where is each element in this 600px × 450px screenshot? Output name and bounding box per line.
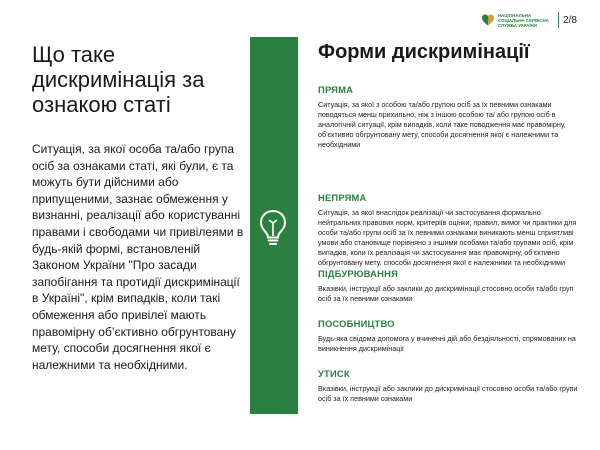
- page-title: Що таке дискримінація за ознакою статі: [32, 42, 205, 117]
- form-name: НЕПРЯМА: [318, 192, 367, 203]
- page-number: 2/8: [563, 14, 577, 26]
- lightbulb-icon: [258, 209, 288, 247]
- logo-text: НАЦІОНАЛЬНА СОЦІАЛЬНА СЕРВІСНА СЛУЖБА УКРАЇНИ: [498, 12, 549, 28]
- form-description: Ситуація, за якої з особою та/або групою осіб за їх певними ознаками поводяться менш прихильно, ніж з іншою особою та/ або групою осіб в аналогічній ситуації, крім випадків, коли таке поводження має правомірну, об'єктивно обгрунтовану мету, способи досягнення якої є належними та необхідними: [318, 100, 566, 149]
- form-name: УТИСК: [318, 368, 350, 379]
- form-name: ПОСОБНИЦТВО: [318, 318, 395, 329]
- header-logo: [481, 12, 577, 28]
- form-harassment: [318, 368, 580, 404]
- form-description: Будь-яка свідома допомога у вчиненні дій або бездіяльності, спрямованих на виникнення дискримінації: [318, 334, 576, 353]
- form-direct: [318, 84, 580, 150]
- form-incitement: [318, 268, 580, 304]
- form-complicity: [318, 318, 580, 354]
- definition-text: Ситуація, за якої особа та/або група осіб за ознаками статі, які були, є та можуть бути дійсними або припущеними, зазнає обмеження у визнанні, реалізації або користуванні правами і свободами чи привілеями в будь-якій формі, встановленій Законом України "Про засади запобігання та протидії дискримінації в Україні", крім випадків, коли такі обмеження або привілеї мають правомірну об’єктивно обгрунтовану мету, способи досягнення якої є належними та необхідними.: [32, 142, 244, 372]
- form-description: Вказівки, інструкції або заклики до дискримінації стосовно особи та/або групи осіб за їх певними ознаками: [318, 384, 578, 403]
- form-description: Ситуація, за якої внаслідок реалізації чи застосування формально нейтральних правових норм, критеріїв оцінки, правил, вимог чи практики для особи та/або групи осіб за їх певними ознаками виникають менш сприятливі умови або становище порівняно з іншими особами та/або групами осіб, крім випадків, коли їх реалізація чи застосування має правомірну, об'єктивно обгрунтовану мету, способи досягнення якої є належними та необхідними: [318, 208, 577, 267]
- logo-separator: [558, 12, 559, 28]
- form-name: ПІДБУРЮВАННЯ: [318, 268, 399, 279]
- form-name: ПРЯМА: [318, 84, 354, 95]
- form-indirect: [318, 192, 580, 268]
- heart-logo-icon: [481, 13, 495, 27]
- forms-title: Форми дискримінації: [318, 41, 530, 63]
- form-description: Вказівки, інструкції або заклики до дискримінації стосовно особи та/або груп осіб за їх певними ознаками: [318, 284, 574, 303]
